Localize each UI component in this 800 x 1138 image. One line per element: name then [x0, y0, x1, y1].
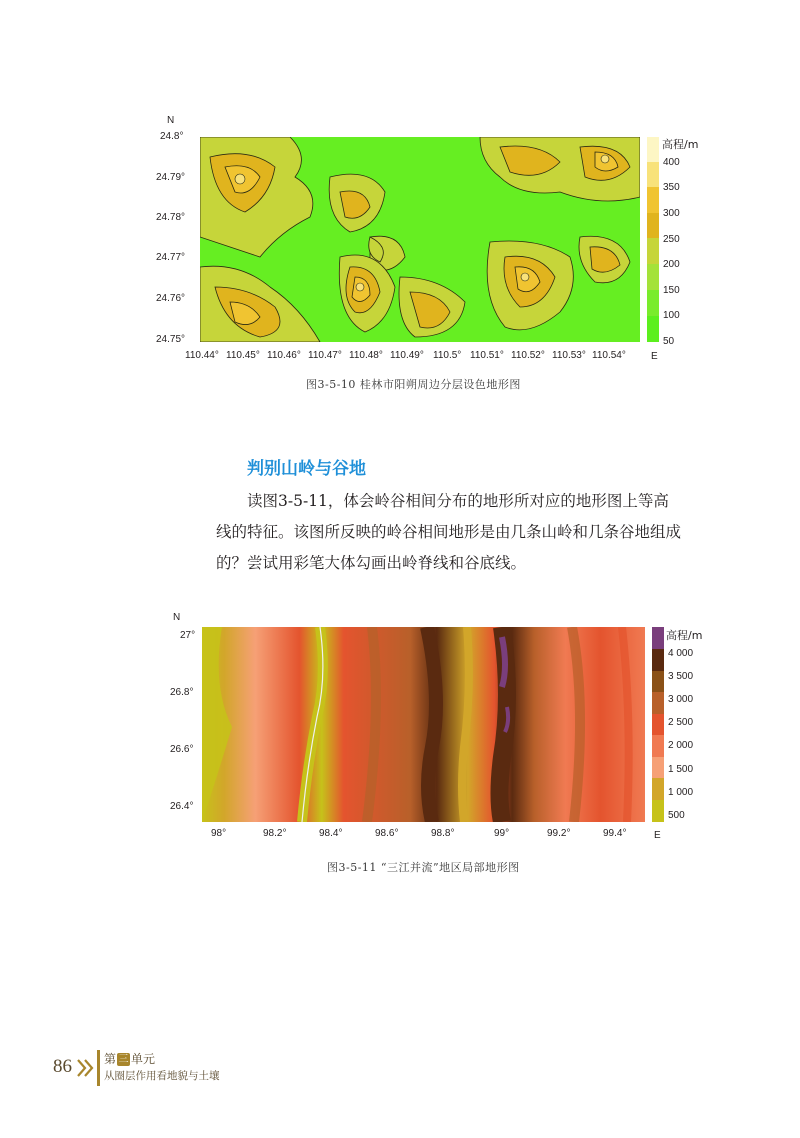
- paragraph-line: 读图3-5-11，体会岭谷相间分布的地形所对应的地形图上等高: [247, 492, 669, 510]
- legend-label: 2 500: [668, 717, 694, 728]
- lon-label: 110.54°: [592, 350, 626, 361]
- legend-title: 高程/m: [662, 138, 699, 151]
- lon-label: 110.48°: [349, 350, 383, 361]
- lat-label: 24.75°: [156, 334, 186, 345]
- paragraph-line: 的？尝试用彩笔大体勾画出岭脊线和谷底线。: [216, 554, 527, 572]
- figure-caption: 图3-5-11 “三江并流”地区局部地形图: [327, 861, 520, 874]
- legend-label: 400: [663, 157, 680, 168]
- legend-label: 4 000: [668, 648, 694, 659]
- lon-label: 110.49°: [390, 350, 424, 361]
- lon-label: 110.52°: [511, 350, 545, 361]
- paragraph-line: 线的特征。该图所反映的岭谷相间地形是由几条山岭和几条谷地组成: [216, 523, 682, 541]
- legend-label: 500: [668, 810, 685, 821]
- legend-label: 2 000: [668, 740, 694, 751]
- unit-heading: [104, 1050, 155, 1067]
- lon-label: 99.2°: [547, 828, 571, 839]
- lon-label: 98.8°: [431, 828, 455, 839]
- legend-label: 1 500: [668, 764, 694, 775]
- lon-label: 98.2°: [263, 828, 287, 839]
- legend-label: 200: [663, 259, 680, 270]
- legend-label: 150: [663, 285, 680, 296]
- terrain-map-guilin: [200, 137, 640, 342]
- east-label: E: [651, 351, 658, 362]
- lon-label: 110.47°: [308, 350, 342, 361]
- figure-caption: 图3-5-10 桂林市阳朔周边分层设色地形图: [306, 378, 521, 391]
- lat-label: 27°: [180, 630, 196, 641]
- lon-label: 110.5°: [433, 350, 462, 361]
- legend-label: 50: [663, 336, 675, 347]
- lat-label: 24.76°: [156, 293, 186, 304]
- legend-label: 100: [663, 310, 680, 321]
- legend-title: 高程/m: [666, 629, 703, 642]
- chevron-right-icon: [76, 1058, 98, 1078]
- lat-label: 24.8°: [160, 131, 184, 142]
- lat-label: 24.77°: [156, 252, 186, 263]
- lon-label: 110.51°: [470, 350, 504, 361]
- lon-label: 98.4°: [319, 828, 343, 839]
- unit-number-badge: 三: [118, 1054, 129, 1065]
- legend-label: 1 000: [668, 787, 694, 798]
- lon-label: 99°: [494, 828, 510, 839]
- legend-label: 3 500: [668, 671, 694, 682]
- legend-label: 250: [663, 234, 680, 245]
- section-title: 判别山岭与谷地: [247, 459, 366, 479]
- lat-label: 24.78°: [156, 212, 186, 223]
- unit-prefix: 第: [104, 1052, 117, 1066]
- lon-label: 110.53°: [552, 350, 586, 361]
- lon-label: 110.46°: [267, 350, 301, 361]
- north-label: N: [167, 115, 175, 126]
- lon-label: 99.4°: [603, 828, 627, 839]
- lon-label: 98°: [211, 828, 227, 839]
- east-label: E: [654, 830, 661, 841]
- unit-subtitle: 从圈层作用看地貌与土壤: [104, 1070, 220, 1082]
- lon-label: 98.6°: [375, 828, 399, 839]
- legend-label: 3 000: [668, 694, 694, 705]
- lon-label: 110.45°: [226, 350, 260, 361]
- lat-label: 26.4°: [170, 801, 194, 812]
- unit-suffix: 单元: [131, 1052, 156, 1066]
- lat-label: 26.6°: [170, 744, 194, 755]
- legend-label: 300: [663, 208, 680, 219]
- elevation-legend-bar: [647, 137, 659, 342]
- north-label: N: [173, 612, 181, 623]
- terrain-map-three-rivers: [202, 627, 645, 822]
- lon-label: 110.44°: [185, 350, 219, 361]
- page-number: 86: [53, 1056, 72, 1077]
- footer-divider: [97, 1050, 100, 1086]
- lat-label: 26.8°: [170, 687, 194, 698]
- lat-label: 24.79°: [156, 172, 186, 183]
- elevation-legend-bar: [652, 627, 664, 822]
- legend-label: 350: [663, 182, 680, 193]
